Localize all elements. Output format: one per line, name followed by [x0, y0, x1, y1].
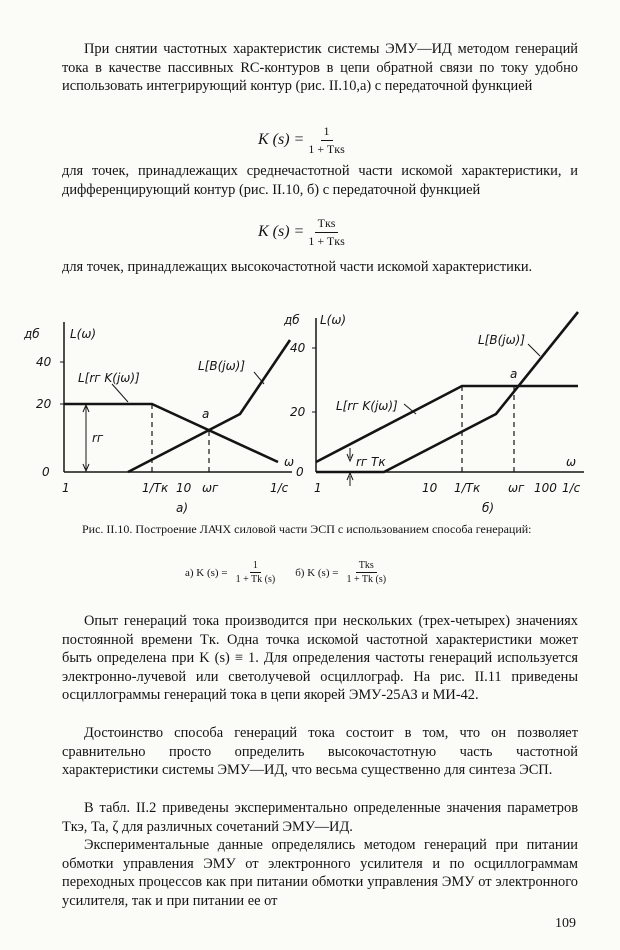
formula-1-numerator: 1 — [321, 124, 333, 141]
caption-formula-b-num: Tks — [356, 560, 377, 573]
plot-a-xtick-unit: 1/c — [270, 481, 289, 495]
formula-1-lhs: K (s) = — [258, 131, 305, 148]
paragraph-3: для точек, принадлежащих высокочастотной части искомой характеристики. — [62, 259, 533, 275]
plot-a-xtick-10: 10 — [176, 481, 192, 495]
plot-b-y-unit: дб — [284, 313, 300, 327]
plot-b-sub-label: б) — [482, 501, 495, 515]
caption-formula-a-prefix: а) K (s) = — [185, 566, 228, 579]
plot-b-xtick-unit: 1/c — [562, 481, 581, 495]
plot-a-xtick-Tk: 1/Tк — [142, 481, 169, 495]
plot-a-y-unit: дб — [24, 327, 40, 341]
figure-caption: Рис. II.10. Построение ЛАЧХ силовой части ЭСП с использованием способа генераций: — [82, 522, 532, 536]
plot-a-sub-label: а) — [176, 501, 189, 515]
plot-b-curve-K — [316, 386, 578, 462]
plot-b-ytick-40: 40 — [290, 341, 306, 355]
plot-a-omega-label: ω — [284, 455, 295, 469]
plot-a-gain-label: rг — [92, 431, 104, 445]
formula-2-numerator: Tкs — [315, 216, 339, 233]
plot-a-curve-B-label: L[B(jω)] — [198, 359, 246, 373]
plot-b-xtick-omega: ωг — [508, 481, 525, 495]
plot-b-xtick-10: 10 — [422, 481, 438, 495]
plot-b-y-label: L(ω) — [320, 313, 347, 327]
plot-a-xtick-omega: ωг — [202, 481, 219, 495]
plot-a-xtick-1: 1 — [62, 481, 70, 495]
plot-b-curve-B-label: L[B(jω)] — [478, 333, 526, 347]
formula-1-denominator: 1 + Tкs — [308, 141, 345, 156]
paragraph-7: Экспериментальные данные определялись методом генераций при питании обмотки управления ЭМУ от электронного усилителя и по осциллограммам переходных процессов как при питании обмотки управления ЭМУ от электронного усилителя, так и при питании ее от — [62, 837, 578, 909]
caption-formula-b-prefix: б) K (s) = — [295, 566, 339, 579]
caption-formula-a-den: 1 + Tk (s) — [235, 574, 276, 585]
formula-2-lhs: K (s) = — [258, 223, 305, 240]
plot-a-curve-K-label: L[rг K(jω)] — [78, 371, 140, 385]
paragraph-2: для точек, принадлежащих среднечастотной части искомой характеристики, и дифференцирующий контур (рис. II.10, б) с передаточной функцией — [62, 163, 578, 198]
paragraph-4: Опыт генераций тока производится при нескольких (трех-четырех) значениях постоянной времени Tк. Одна точка искомой частотной характеристики может быть определена при K (s) ≡ 1. Для определения частоты генераций используется электронно-лучевой или светолучевой осциллограф. На рис. II.11 приведены осциллограммы генераций тока в цепи якорей ЭМУ-25АЗ и МИ-42. — [62, 613, 578, 704]
caption-formula-b-den: 1 + Tk (s) — [346, 574, 387, 585]
plot-b-ytick-0: 0 — [296, 465, 304, 479]
paragraph-5: Достоинство способа генераций тока состоит в том, что он позволяет сравнительно просто определить высокочастотную часть частотной характеристики системы ЭМУ—ИД, что весьма существенно для синтеза ЭСП. — [62, 725, 578, 779]
plot-a-y-label: L(ω) — [70, 327, 97, 341]
caption-formula-a-num: 1 — [250, 560, 261, 573]
plot-a-point-label: a — [202, 407, 210, 421]
plot-b-curve-K-label: L[rг K(jω)] — [336, 399, 398, 413]
plot-a-ytick-20: 20 — [36, 397, 52, 411]
plot-b-xtick-100: 100 — [534, 481, 557, 495]
plot-b-xtick-Tk: 1/Tк — [454, 481, 481, 495]
paragraph-1: При снятии частотных характеристик системы ЭМУ—ИД методом генераций тока в качестве пассивных RC-контуров в цепи обратной связи по току удобно использовать интегрирующий контур (рис. II.10,а) с передаточной функцией — [62, 41, 578, 95]
plot-a-ytick-0: 0 — [42, 465, 50, 479]
plot-b-labels — [283, 313, 581, 515]
plot-b-omega-label: ω — [566, 455, 577, 469]
plot-b-point-label: a — [510, 367, 518, 381]
plot-a — [60, 322, 295, 472]
caption-formulas — [185, 560, 386, 585]
paragraph-6: В табл. II.2 приведены экспериментально определенные значения параметров Tкэ, Ta, ζ для различных сочетаний ЭМУ—ИД. — [62, 800, 578, 835]
plot-b-ytick-20: 20 — [290, 405, 306, 419]
formula-2-denominator: 1 + Tкs — [308, 233, 345, 248]
page-number: 109 — [555, 916, 576, 931]
plot-a-ytick-40: 40 — [36, 355, 52, 369]
plot-b-xtick-1: 1 — [314, 481, 322, 495]
plot-b-gain-label: rг Tк — [356, 455, 386, 469]
plot-b-curve-B — [316, 312, 578, 472]
